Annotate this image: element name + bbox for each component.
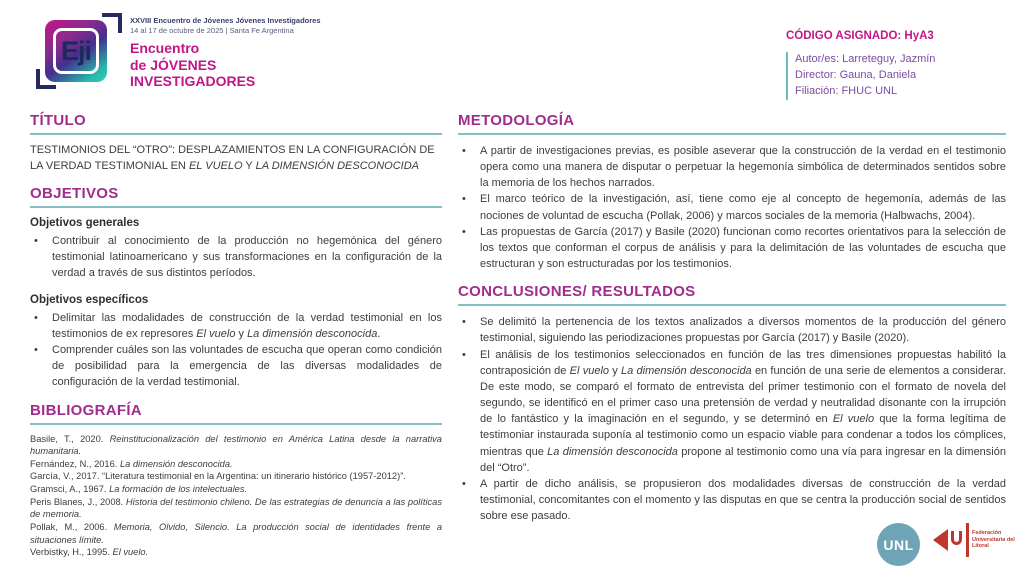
titulo-underline bbox=[30, 133, 442, 135]
author-block bbox=[786, 52, 935, 100]
section-conclusiones bbox=[458, 283, 1006, 524]
objetivos-especificos-title: Objetivos específicos bbox=[30, 294, 149, 307]
metodologia-item: • A partir de investigaciones previas, es posible aseverar que la construcción de la verdad en el testimonio opera como una manera de disputar o perpetuar la hegemonía simbólica de determinados sentidos sobre la memoria de los hechos narrados. bbox=[458, 143, 1006, 191]
objetivo-especifico-item: • Delimitar las modalidades de construcción de la verdad testimonial en los testimonios de ex represores El vuelo y La dimensión desconocida. bbox=[30, 310, 442, 342]
ful-caption: Federación Universitaria del Litoral bbox=[972, 530, 1015, 550]
objetivos-heading: OBJETIVOS bbox=[30, 185, 119, 203]
metodologia-item: • Las propuestas de García (2017) y Basile (2020) funcionan como recortes orientativos para la selección de los textos que conforman el corpus de análisis y para la delimitación de las voluntades de escucha que estructuran y son estructuradas por los testimonios. bbox=[458, 224, 1006, 272]
eji-logo bbox=[36, 13, 124, 91]
unl-logo-text: UNL bbox=[883, 536, 914, 553]
section-metodologia bbox=[458, 112, 1006, 272]
bibliography-entry: Peris Blanes, J., 2008. Historia del testimonio chileno. De las estrategias de denuncia a las políticas de memoria. bbox=[30, 496, 443, 520]
assigned-code: CÓDIGO ASIGNADO: HyA3 bbox=[786, 30, 934, 42]
objetivos-generales-title: Objetivos generales bbox=[30, 217, 140, 230]
bibliografia-underline bbox=[30, 423, 442, 425]
event-info bbox=[130, 16, 321, 36]
conclusiones-heading: CONCLUSIONES/ RESULTADOS bbox=[458, 283, 696, 301]
conclusiones-item: • A partir de dicho análisis, se propusieron dos modalidades diversas de construcción de la verdad testimonial, concomitantes con el momento y las disputas en que se centra la producción social de sentidos sobre ese pasado. bbox=[458, 476, 1006, 524]
right-column bbox=[458, 112, 1006, 524]
bibliography-entry: Basile, T., 2020. Reinstitucionalización del testimonio en América Latina desde la narrativa humanitaria. bbox=[30, 433, 442, 457]
event-title: XXVIII Encuentro de Jóvenes Jóvenes Investigadores bbox=[130, 16, 321, 25]
left-column bbox=[30, 112, 442, 559]
eji-logo-frame bbox=[53, 28, 99, 74]
bibliography-entry: Gramsci, A., 1967. La formación de los intelectuales. bbox=[30, 484, 248, 495]
bibliography-entry: Fernández, N., 2016. La dimensión desconocida. bbox=[30, 458, 233, 469]
section-objetivos bbox=[30, 185, 442, 390]
brand-line-1: Encuentro bbox=[130, 40, 200, 56]
director-line: Director: Gauna, Daniela bbox=[795, 68, 917, 81]
metodologia-item: • El marco teórico de la investigación, así, tiene como eje al concepto de hegemonía, además de las nociones de voluntad de escucha (Pollak, 2006) y marcos sociales de la memoria (Halbwachs, 2004). bbox=[458, 191, 1006, 223]
metodologia-underline bbox=[458, 133, 1006, 135]
bibliografia-heading: BIBLIOGRAFÍA bbox=[30, 401, 142, 419]
ful-mark-icon bbox=[951, 523, 969, 557]
eji-logo-text: Eji bbox=[60, 35, 91, 66]
conclusiones-item: • El análisis de los testimonios seleccionados en función de las tres dimensiones propuestas habilitó la contraposición de El vuelo y La dimensión desconocida en función de una serie de elementos a considerar. De este modo, se comparó el formato de entrevista del primer testimonio con el formato de novela del segundo, se identificó en el primer caso una pretensión de verdad y neutralidad disonante con la irrupción de lo fantástico y la imaginación en el segundo, y se determinó en El vuelo que la forma legítima de testimoniar instaurada suponía al testimonio como un espacio viable para condenar a todos los cómplices, mientras que La dimensión desconocida propone al testimonio como una vía para ingresar en la dimensión del “Otro”. bbox=[458, 347, 1006, 476]
unl-logo bbox=[877, 523, 920, 566]
brand-line-2: de JÓVENES bbox=[130, 56, 217, 73]
conclusiones-item: • Se delimitó la pertenencia de los textos analizados a diversos momentos de la producción del género testimonial, siguiendo las periodizaciones propuestas por García (2017) y Basile (2020). bbox=[458, 314, 1006, 346]
eji-logo-square bbox=[45, 20, 107, 82]
objetivo-especifico-item: • Comprender cuáles son las voluntades de escucha que operan como condición de posibilidad para la emergencia de las diversas modalidades de configuración de la verdad testimonial. bbox=[30, 342, 442, 390]
titulo-body: TESTIMONIOS DEL “OTRO”: DESPLAZAMIENTOS EN LA CONFIGURACIÓN DE LA VERDAD TESTIMONIAL EN EL VUELO Y LA DIMENSIÓN DESCONOCIDA bbox=[30, 144, 435, 172]
titulo-heading: TÍTULO bbox=[30, 112, 86, 129]
bibliography-entry: Verbistky, H., 1995. El vuelo. bbox=[30, 547, 149, 558]
conclusiones-underline bbox=[458, 304, 1006, 306]
metodologia-heading: METODOLOGÍA bbox=[458, 112, 575, 129]
event-date-location: 14 al 17 de octubre de 2025 | Santa Fe Argentina bbox=[130, 25, 294, 35]
section-titulo bbox=[30, 112, 442, 174]
bibliography-entry: García, V., 2017. “Literatura testimonial en la Argentina: un itinerario histórico (1957-2012)”. bbox=[30, 471, 406, 482]
brand-line-3: INVESTIGADORES bbox=[130, 73, 256, 90]
ful-arrow-icon bbox=[933, 529, 948, 551]
objetivo-general-item: • Contribuir al conocimiento de la producción no hegemónica del género testimonial latinoamericano y sus transformaciones en la configuración de la verdad a través de sus distintos períodos. bbox=[30, 233, 442, 281]
brand-title bbox=[130, 40, 255, 90]
objetivos-underline bbox=[30, 206, 442, 208]
affiliation-line: Filiación: FHUC UNL bbox=[795, 84, 898, 97]
bibliography-entry: Pollak, M., 2006. Memoria, Olvido, Silencio. La producción social de identidades frente a situaciones límite. bbox=[30, 521, 442, 545]
author-line: Autor/es: Larreteguy, Jazmín bbox=[795, 53, 936, 65]
section-bibliografia bbox=[30, 402, 442, 559]
ful-logo bbox=[933, 523, 1016, 557]
